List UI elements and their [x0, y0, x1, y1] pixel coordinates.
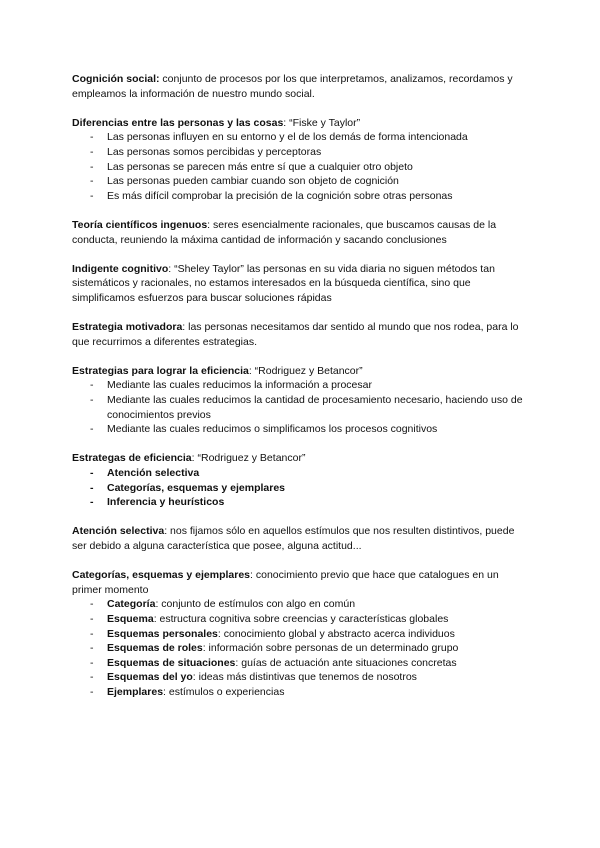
list-item: - Las personas somos percibidas y perceptoras: [72, 145, 528, 160]
paragraph: [72, 116, 528, 131]
item-term: Categoría: [107, 598, 156, 611]
definition: : seres esencialmente racionales, que buscamos causas de la conducta, reuniendo la máxima cantidad de información y sacando conclusiones: [72, 218, 497, 246]
paragraph: [72, 524, 528, 553]
section-teoria-cientificos: [72, 218, 528, 247]
section-categorias: [72, 568, 528, 699]
item-text: : conocimiento global y abstracto acerca individuos: [217, 627, 455, 640]
list-item: - Mediante las cuales reducimos la información a procesar: [72, 378, 528, 393]
term: Atención selectiva: [72, 525, 165, 538]
paragraph: [72, 72, 528, 101]
list-item: - Es más difícil comprobar la precisión de la cognición sobre otras personas: [72, 189, 528, 204]
list-item: [72, 641, 528, 656]
section-atencion-selectiva: [72, 524, 528, 553]
item-text: : guías de actuación ante situaciones concretas: [235, 656, 457, 669]
term: Categorías, esquemas y ejemplares: [72, 569, 251, 582]
list-item: - Inferencia y heurísticos: [72, 495, 528, 510]
paragraph: [72, 568, 528, 597]
item-text: : estructura cognitiva sobre creencias y características globales: [153, 612, 449, 625]
list-item: - Atención selectiva: [72, 466, 528, 481]
list-item: [72, 670, 528, 685]
section-estrategas-eficiencia: [72, 451, 528, 509]
list-item: [72, 685, 528, 700]
dash-list: [72, 466, 528, 510]
definition: : “Sheley Taylor” las personas en su vida diaria no siguen métodos tan sistemáticos y racionales, no estamos interesados en la búsqueda científica, sino que simplificamos esfuerzos para buscar soluciones rápidas: [72, 262, 495, 304]
term: Diferencias entre las personas y las cosas: [72, 116, 284, 129]
section-cognicion-social: [72, 72, 528, 101]
definition: : “Rodriguez y Betancor”: [248, 364, 363, 377]
definition: : nos fijamos sólo en aquellos estímulos que nos resulten distintivos, puede ser debido a alguna característica que posee, alguna actitud...: [72, 525, 515, 552]
section-diferencias: [72, 116, 528, 204]
term: Cognición social:: [72, 73, 160, 85]
section-estrategias-eficiencia: [72, 364, 528, 437]
item-term: Esquema: [107, 612, 154, 625]
section-indigente-cognitivo: [72, 262, 528, 306]
item-text: : ideas más distintivas que tenemos de nosotros: [192, 671, 417, 684]
item-text: : conjunto de estímulos con algo en común: [155, 598, 356, 611]
dash-list: [72, 597, 528, 699]
list-item: - Mediante las cuales reducimos o simplificamos los procesos cognitivos: [72, 422, 528, 437]
item-term: Esquemas de situaciones: [107, 656, 236, 669]
paragraph: [72, 262, 528, 306]
item-term: Esquemas personales: [107, 627, 218, 640]
definition: : las personas necesitamos dar sentido al mundo que nos rodea, para lo que recurrimos a diferentes estrategias.: [72, 321, 519, 348]
list-item: [72, 612, 528, 627]
paragraph: [72, 364, 528, 379]
document-page: [72, 72, 528, 714]
paragraph: [72, 451, 528, 466]
dash-list: [72, 378, 528, 436]
item-term: Ejemplares: [107, 685, 164, 698]
term: Estrategias para lograr la eficiencia: [72, 364, 249, 377]
list-item: [72, 627, 528, 642]
list-item: [72, 656, 528, 671]
item-term: Esquemas de roles: [107, 642, 203, 655]
list-item: - Mediante las cuales reducimos la cantidad de procesamiento necesario, haciendo uso de conocimientos previos: [72, 393, 528, 422]
definition: conjunto de procesos por los que interpretamos, analizamos, recordamos y empleamos la información de nuestro mundo social.: [72, 73, 513, 100]
term: Indigente cognitivo: [72, 262, 169, 275]
item-text: : información sobre personas de un determinado grupo: [202, 642, 459, 655]
term: Estrategia motivadora: [72, 321, 183, 334]
list-item: - Las personas se parecen más entre sí que a cualquier otro objeto: [72, 160, 528, 175]
definition: : conocimiento previo que hace que catalogues en un primer momento: [72, 569, 499, 596]
paragraph: [72, 320, 528, 349]
definition: : “Rodriguez y Betancor”: [191, 452, 306, 465]
item-term: Esquemas del yo: [107, 671, 193, 684]
item-text: : estímulos o experiencias: [163, 685, 285, 698]
list-item: - Las personas pueden cambiar cuando son objeto de cognición: [72, 174, 528, 189]
definition: : “Fiske y Taylor”: [283, 116, 361, 129]
list-item: - Las personas influyen en su entorno y el de los demás de forma intencionada: [72, 130, 528, 145]
list-item: [72, 597, 528, 612]
term: Estrategas de eficiencia: [72, 452, 192, 465]
list-item: - Categorías, esquemas y ejemplares: [72, 481, 528, 496]
section-estrategia-motivadora: [72, 320, 528, 349]
dash-list: [72, 130, 528, 203]
term: Teoría científicos ingenuos: [72, 218, 208, 231]
paragraph: [72, 218, 528, 247]
